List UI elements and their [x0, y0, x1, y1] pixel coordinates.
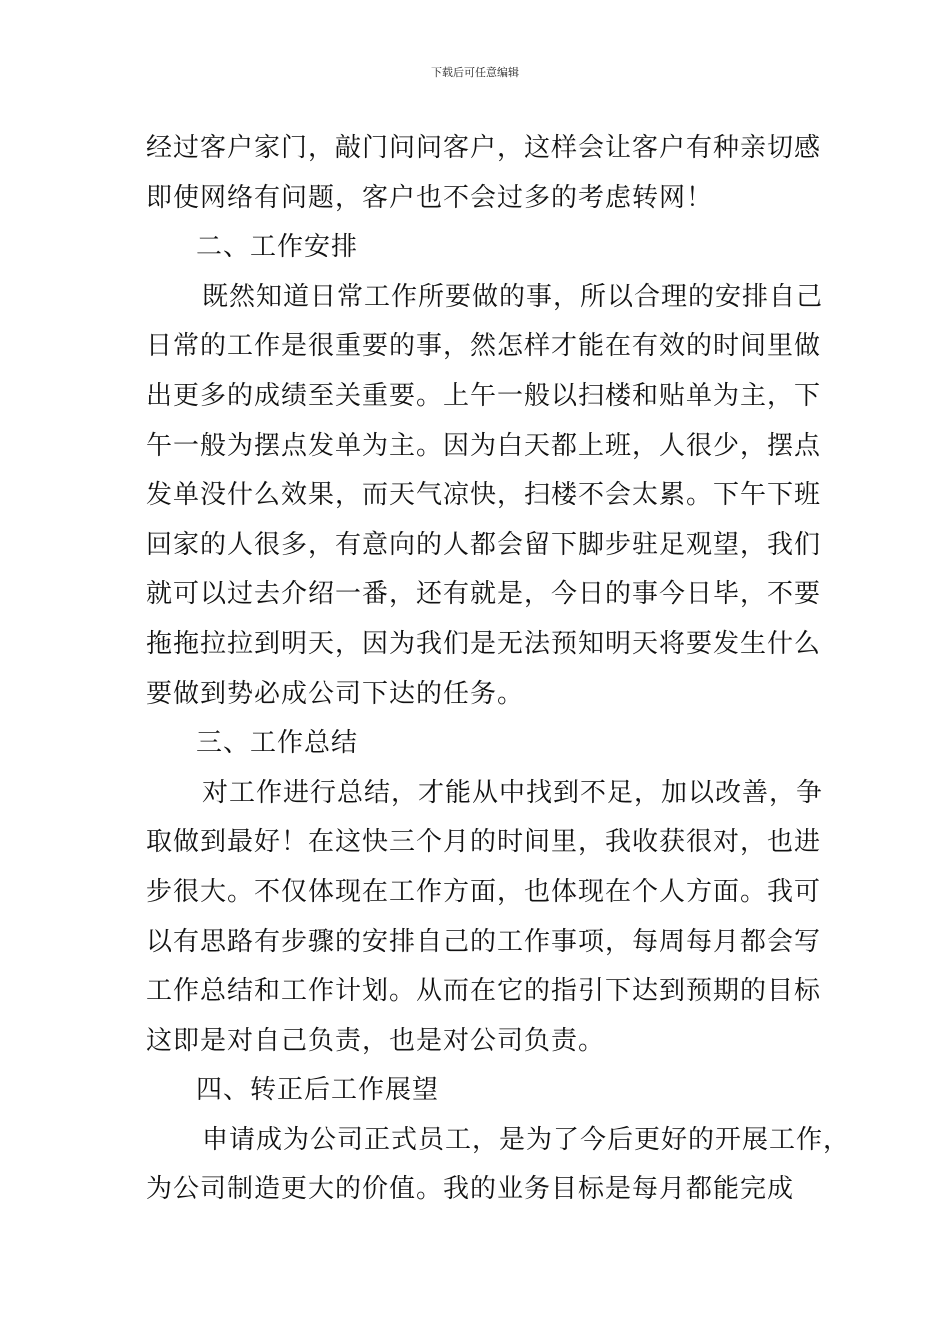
paragraph-start-line: 申请成为公司正式员工，是为了今后更好的开展工作，	[202, 1124, 851, 1155]
text-line: 午一般为摆点发单为主。因为白天都上班，人很少，摆点	[146, 430, 822, 461]
text-line: 拖拖拉拉到明天，因为我们是无法预知明天将要发生什么	[146, 628, 822, 659]
section-heading: 四、转正后工作展望	[196, 1075, 440, 1106]
paragraph-start-line: 对工作进行总结，才能从中找到不足，加以改善，争	[202, 777, 824, 808]
text-line: 步很大。不仅体现在工作方面，也体现在个人方面。我可	[146, 876, 822, 907]
text-line: 要做到势必成公司下达的任务。	[146, 678, 525, 709]
text-line: 为公司制造更大的价值。我的业务目标是每月都能完成	[146, 1174, 795, 1205]
text-line: 回家的人很多，有意向的人都会留下脚步驻足观望，我们	[146, 529, 822, 560]
paragraph-start-line: 既然知道日常工作所要做的事，所以合理的安排自己	[202, 281, 824, 312]
text-line: 工作总结和工作计划。从而在它的指引下达到预期的目标	[146, 976, 822, 1007]
header-note: 下载后可任意编辑	[431, 66, 519, 79]
document-body	[146, 124, 851, 1215]
text-line: 以有思路有步骤的安排自己的工作事项，每周每月都会写	[146, 926, 822, 957]
text-line: 这即是对自己负责，也是对公司负责。	[146, 1025, 606, 1056]
text-line: 取做到最好！在这快三个月的时间里，我收获很对，也进	[146, 827, 822, 858]
text-line: 即使网络有问题，客户也不会过多的考虑转网！	[146, 182, 714, 213]
section-heading: 二、工作安排	[196, 232, 359, 263]
text-line: 经过客户家门，敲门问问客户，这样会让客户有种亲切感	[146, 133, 822, 163]
text-line: 出更多的成绩至关重要。上午一般以扫楼和贴单为主，下	[146, 380, 822, 411]
text-line: 发单没什么效果，而天气凉快，扫楼不会太累。下午下班	[146, 480, 822, 511]
section-heading: 三、工作总结	[196, 728, 359, 759]
text-line: 就可以过去介绍一番，还有就是，今日的事今日毕，不要	[146, 579, 822, 610]
text-line: 日常的工作是很重要的事，然怎样才能在有效的时间里做	[146, 331, 822, 362]
